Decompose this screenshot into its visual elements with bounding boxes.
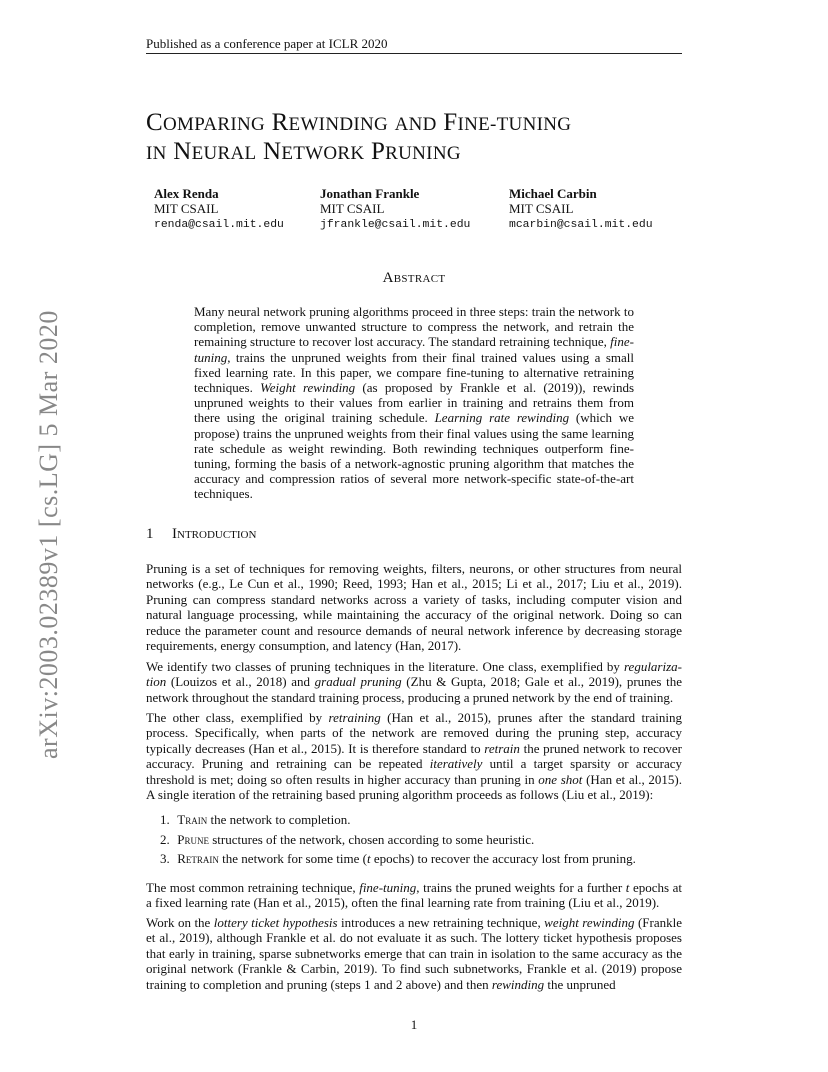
author-email[interactable]: jfrankle@csail.mit.edu [320,219,471,231]
list-variable: t [366,851,371,866]
list-number: 2. [160,831,170,847]
list-text: the network for some time ( [218,851,367,866]
arxiv-identifier-stamp[interactable]: arXiv:2003.02389v1 [cs.LG] 5 Mar 2020 [34,310,63,760]
list-item [160,810,680,830]
paragraph [146,880,682,911]
list-text: structures of the network, chosen according to some heuristic. [208,831,535,847]
abstract-emphasis: fine-tuning [194,334,634,365]
list-item [160,830,680,850]
paragraph-text: (Frankle et al., 2019), although Frankle et al. do not evaluate it as such. The lottery ticket hypothesis proposes that early in training, sparse subnetworks emerge that can train in isolation to the same accuracy as the original network (Frankle & Carbin, 2019). To find such subnetworks, Frankle et al. (2019) propose training to completion and pruning (steps 1 and 2 above) and then [146,915,682,992]
paragraph-emphasis: gradual pruning [314,674,402,690]
paragraph-text: epochs at a fixed learning rate (Han et al., 2015), often the final learning rate from training (Liu et al., 2019). [146,880,682,911]
title-text: C [146,109,163,136]
list-number: 1. [160,812,170,827]
list-keyword: Prune [177,831,209,847]
section-number: 1 [146,526,154,542]
author-name: Alex Renda [154,186,219,201]
title-text: N [173,138,192,165]
title-text: N [262,138,282,165]
paragraph-text: The most common retraining technique, [146,880,360,895]
author-affiliation: MIT CSAIL [509,201,574,216]
paragraph-variable: t [625,880,630,895]
list-item [160,849,680,869]
title-text: OMPARING [162,114,265,135]
list-keyword: Retrain [177,851,219,866]
title-text: F [443,109,458,136]
list-text: the network to completion. [207,812,351,827]
abstract-text: , trains the unpruned weights from their final trained values using a small fixed learning rate. In this paper, we compare fine-tuning to alternative retraining techniques. [194,349,634,396]
title-text: -TUNING [490,114,572,135]
paragraph-emphasis: fine-tuning [359,880,417,895]
running-header: Published as a conference paper at ICLR 2020 [146,36,388,51]
paragraph-text: (Han et al., 2015). A single iteration of the retraining based pruning algorithm proceeds as follows (Liu et al., 2019): [146,771,682,803]
title-text: RUNING [385,143,461,164]
title-text: AND [394,114,437,135]
author-email[interactable]: mcarbin@csail.mit.edu [509,219,653,231]
paragraph-emphasis: lottery ticket hypothesis [213,915,338,930]
paragraph-emphasis: iteratively [429,756,483,772]
author-affiliation: MIT CSAIL [320,201,385,216]
author-block [320,186,470,233]
abstract-heading: Abstract [382,270,446,286]
paragraph-emphasis: weight rewinding [544,915,635,930]
paragraph-text: , trains the pruned weights for a further [416,880,626,895]
paragraph-text: introduces a new retraining technique, [337,915,545,930]
abstract-emphasis: Weight rewinding [260,380,356,396]
paragraph-text: the unpruned [544,976,616,992]
abstract-text: Many neural network pruning algorithms proceed in three steps: train the network to completion, remove unwanted structure to compress the network, and retrain the remaining structure to recover lost accuracy. The standard retraining technique, [194,304,634,350]
author-block [154,186,284,233]
list-keyword: Train [177,812,208,827]
page-number: 1 [410,1017,418,1032]
abstract-text: (as proposed by Frankle et al. (2019)), rewinds unpruned weights to their values from earlier in training and retrains them from there using the original training schedule. [194,380,634,426]
list-number: 3. [160,851,170,866]
paragraph-emphasis: retrain [484,740,520,756]
paragraph-text: (Louizos et al., 2018) and [166,674,315,690]
paragraph-emphasis: rewinding [491,976,545,992]
paragraph-text: the pruned network to recover accuracy. Pruning and retraining can be repeated [146,740,682,772]
author-affiliation: MIT CSAIL [154,201,219,216]
author-name: Michael Carbin [509,186,597,201]
paragraph-text: The other class, exemplified by [146,710,329,725]
abstract-text: (which we propose) trains the unpruned weights from their final values using the same learning rate schedule as weight rewinding. Both rewinding techniques outperform fine-tuning, forming the basis of a network-agnostic pruning algorithm that matches the accuracy and compression ratios of several more network-specific state-of-the-art techniques. [194,410,634,502]
paragraph [146,710,682,802]
paragraph-emphasis: retraining [328,710,381,725]
paragraph: Pruning is a set of techniques for removing weights, filters, neurons, or other structures from neural networks (e.g., Le Cun et al., 1990; Reed, 1993; Han et al., 2015; Li et al., 2017; Liu et al., 2019). Pruning can compress standard networks across a variety of tasks, including computer vision and natural language processing, while maintaining the accuracy of the original network. Doing so can reduce the parameter count and resource demands of neural network inference by decreasing storage requirements, energy consumption, and latency (Han, 2017). [146,561,682,654]
abstract-body [194,304,634,502]
author-name: Jonathan Frankle [320,186,420,201]
title-text: P [370,138,386,165]
paper-title-line-1 [146,108,571,140]
paragraph-text: (Zhu & Gupta, 2018; Gale et al., 2019), prunes the network throughout the standard training process, producing a pruned network by the end of training. [146,674,683,705]
section-title: Introduction [172,526,257,542]
title-text: INE [457,114,491,135]
paragraph-emphasis: one shot [538,771,583,787]
paper-title-line-2 [146,137,461,169]
section-heading [146,526,256,543]
header-rule [146,53,682,54]
paragraph [146,915,682,992]
author-block [509,186,653,233]
paragraph-text: (Han et al., 2015), prunes after the standard training process. Specifically, when parts of the network are removed during the pruning step, accuracy typically decreases (Han et al., 2015). It is therefore standard to [146,710,682,756]
title-text: ETWORK [281,143,365,164]
title-text: EWINDING [288,114,389,135]
title-text: EURAL [191,143,257,164]
author-email[interactable]: renda@csail.mit.edu [154,219,284,231]
abstract-emphasis: Learning rate rewinding [434,410,570,426]
title-text: R [271,109,289,136]
paragraph-text: Work on the [146,915,214,930]
paragraph-text: until a target sparsity or accuracy threshold is met; doing so often results in higher accuracy than pruning in [146,756,682,787]
list-text: epochs) to recover the accuracy lost from pruning. [370,851,636,866]
paragraph-text: We identify two classes of pruning techniques in the literature. One class, exemplified by [146,659,624,674]
numbered-list [160,810,680,869]
title-text: IN [146,143,167,164]
paragraph-emphasis: regulariza-tion [146,659,682,690]
paragraph [146,659,682,705]
